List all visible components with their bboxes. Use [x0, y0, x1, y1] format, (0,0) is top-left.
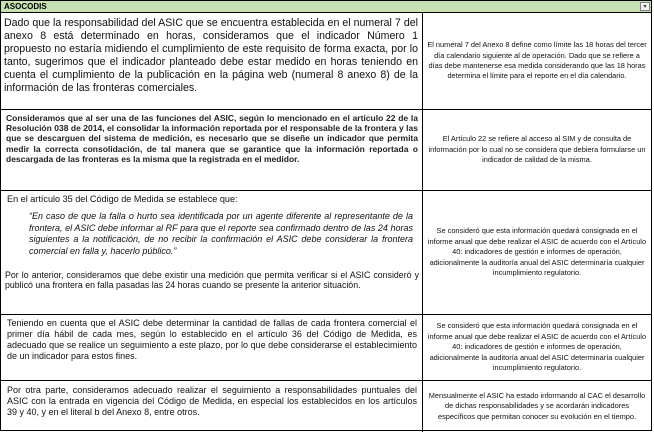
response-cell [423, 191, 651, 314]
comment-cell [1, 381, 423, 432]
comment-cell [1, 13, 423, 109]
comment-text: Dado que la responsabilidad del ASIC que se encuentra establecida en el numeral 7 del anexo 8 está determinado en horas, consideramos que el indicador Número 1 propuesto no estaría midiendo el cumplimiento de este requisito de forma exacta, por lo tanto, sugerimos que el indicador planteado debe estar medido en horas teniendo en cuenta el cumplimiento de la publicación en la página web (numeral 8 anexo 8) de la información de las fronteras comerciales. [4, 17, 418, 94]
response-text: El numeral 7 del Anexo 8 define como límite las 18 horas del tercer día calendario siguiente al de operación. Dado que se refiere a días debe mantenerse esa medida considerando que las 18 horas determina el límite para el reporte en el día calendario. [427, 40, 647, 81]
table-header [1, 1, 651, 13]
comment-tail-text: Por lo anterior, consideramos que debe existir una medición que permita verificar si el ASIC consideró y publicó una frontera en falla pasadas las 24 horas cuando se presente la anterior situación. [5, 270, 419, 290]
comment-quote-text: “En caso de que la falla o hurto sea identificada por un agente diferente al representante de la frontera, el ASIC debe informar al RF para que el reporte sea confirmado dentro de las 24 horas siguientes a la notificación, de no recibir la confirmación el ASIC debe considerar la frontera comercial en falla y, hacerlo público.” [29, 211, 413, 256]
response-cell [423, 381, 651, 432]
header-title: ASOCODIS [4, 2, 47, 11]
table-row [1, 381, 651, 432]
table-row [1, 315, 651, 381]
response-text: Se consideró que esta información quedará consignada en el informe anual que debe realizar el ASIC de acuerdo con el Artículo 40: indicadores de gestión e informes de operación, adicionalmente la auditoría anual del ASIC determinaría cualquier incumplimiento regulatorio. [427, 226, 647, 278]
comment-text: Consideramos que al ser una de las funciones del ASIC, según lo mencionado en el artículo 22 de la Resolución 038 de 2014, el consolidar la información reportada por el responsable de la frontera y las que se descarguen del sistema de medición, es necesario que se diseñe un indicador que permita medir la correcta consolidación, de tal manera que se garantice que la información reportada o descargada de las fronteras es la misma que la registrada en el medidor. [6, 113, 418, 164]
response-cell [423, 13, 651, 109]
comment-text: Por otra parte, consideramos adecuado realizar el seguimiento a responsabilidades puntuales del ASIC con la entrada en vigencia del Código de Medida, en especial los establecidos en los artículos 39 y 40, y en el literal b del Anexo 8, entre otros. [7, 385, 417, 417]
response-text: El Artículo 22 se refiere al acceso al SIM y de consulta de información por lo cual no se considera que debiera formularse un indicador de calidad de la misma. [428, 134, 646, 165]
table-row [1, 110, 651, 191]
response-cell [423, 315, 651, 380]
response-text: Mensualmente el ASIC ha estado informando al CAC el desarrollo de dichas responsabilidades y se acordarán indicadores específicos que permitan conocer su evolución en el tiempo. [428, 390, 646, 421]
comment-text: Teniendo en cuenta que el ASIC debe determinar la cantidad de fallas de cada frontera comercial el primer día hábil de cada mes, según lo establecido en el artículo 36 del Código de Medida, es adecuado que se realice un seguimiento a este plazo, por lo que debe considerarse el establecimiento de un indicador para estos fines. [7, 318, 417, 361]
comment-cell [1, 110, 423, 190]
table-row [1, 13, 651, 110]
comment-cell [1, 191, 423, 314]
filter-dropdown-icon[interactable]: ▾ [640, 2, 650, 11]
comment-cell [1, 315, 423, 380]
table-row [1, 191, 651, 315]
response-cell [423, 110, 651, 190]
comment-lead-text: En el artículo 35 del Código de Medida se establece que: [7, 194, 238, 204]
response-text: Se consideró que esta información quedará consignada en el informe anual que debe realizar el ASIC de acuerdo con el Artículo 40: indicadores de gestión e informes de operación, adicionalmente la auditoría anual del ASIC determinaría cualquier incumplimiento regulatorio. [427, 321, 647, 373]
